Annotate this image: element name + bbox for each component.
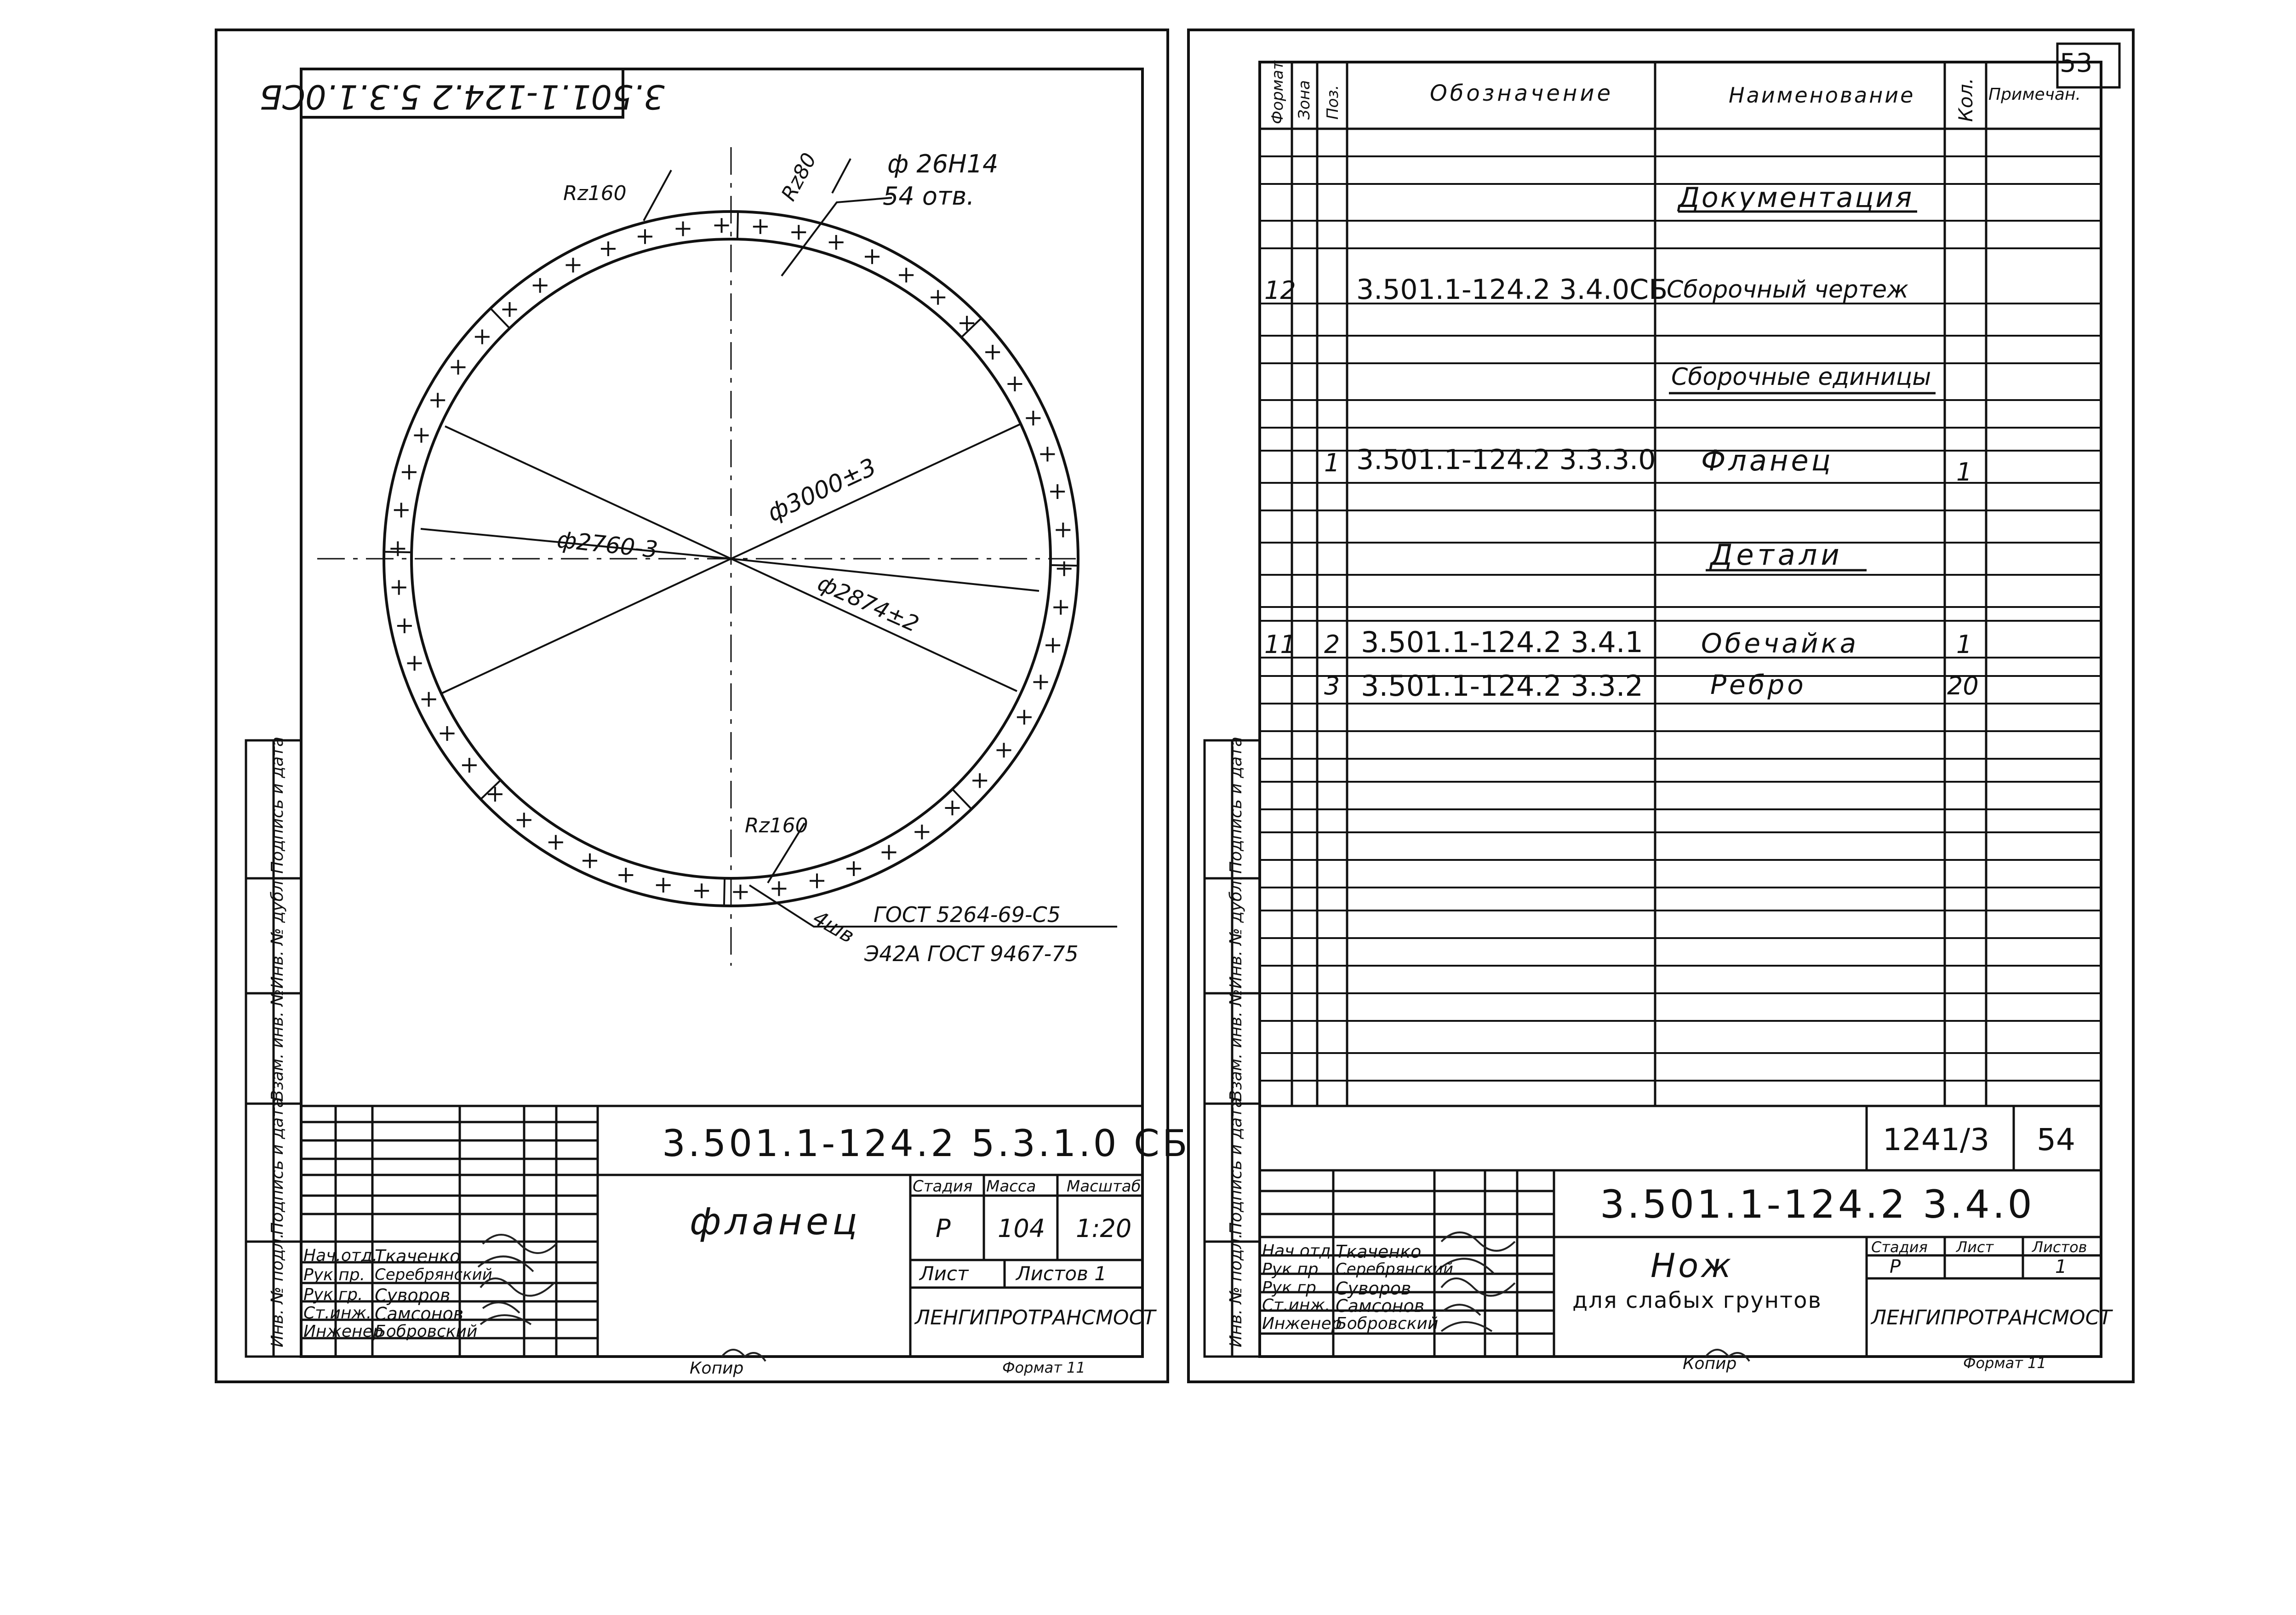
segment-joint — [961, 318, 981, 338]
row-name: Фланец — [1701, 444, 1833, 477]
segment-joint — [481, 780, 501, 800]
page-number: 53 — [2060, 48, 2093, 78]
person-role: Рук.гр. — [1262, 1278, 1322, 1297]
row-format: 12 — [1264, 276, 1296, 305]
dimension-texts — [556, 149, 1079, 966]
hole-diameter-label: ф 26Н14 — [887, 149, 999, 178]
right-title-subname: для слабых грунтов — [1572, 1288, 1822, 1313]
person-role: Ст.инж. — [303, 1304, 372, 1323]
right-sheet-label: Лист — [1956, 1238, 1994, 1256]
dia-inner-label: ф2760-3 — [555, 526, 659, 563]
weld-electrode-label: Э42А ГОСТ 9467-75 — [864, 941, 1079, 966]
row-designation: 3.501.1-124.2 3.3.3.0 — [1356, 444, 1656, 476]
segment-joint — [1051, 565, 1078, 566]
right-ref: 1241/3 — [1883, 1122, 1990, 1157]
side-label: Подпись и дата — [268, 736, 287, 874]
section-underlines — [1669, 212, 1936, 570]
signature-scribbles — [478, 1232, 1749, 1361]
person-name: Бобровский — [1336, 1314, 1439, 1333]
row-name: Обечайка — [1701, 628, 1859, 659]
dia-outer-label: ф3000±3 — [763, 453, 881, 527]
side-label: Инв. № подл. — [1227, 1233, 1245, 1347]
left-sheets-label: Листов 1 — [1016, 1262, 1107, 1285]
left-scale-label: Масштаб — [1067, 1177, 1141, 1196]
rotated-code: 3.501.1-124.2 5.3.1.0СБ — [259, 77, 665, 116]
header-qty: Кол. — [1954, 78, 1977, 122]
left-org: ЛЕНГИПРОТРАНСМОСТ — [915, 1306, 1156, 1329]
person-role: Рук.пр. — [303, 1266, 366, 1284]
side-label: Инв. № подл. — [268, 1233, 287, 1347]
row-pos: 1 — [1324, 448, 1340, 477]
right-title-name: Нож — [1651, 1246, 1734, 1285]
header-format: Формат — [1268, 61, 1287, 124]
row-name: Сборочный чертеж — [1667, 276, 1908, 304]
weld-mark-label: 4шв — [809, 906, 858, 948]
rz-bottom-label: Rz160 — [745, 814, 808, 837]
segment-joint — [724, 878, 725, 906]
side-label: Подпись и дата — [268, 1097, 287, 1235]
side-label: Подпись и дата — [1227, 736, 1245, 874]
dia-bolt-label: ф2874±2 — [814, 570, 923, 638]
weld-gost-label: ГОСТ 5264-69-С5 — [874, 902, 1061, 927]
leader-rz-left — [644, 170, 671, 221]
right-copy-label: Копир — [1683, 1354, 1737, 1373]
rz-left-label: Rz160 — [563, 182, 627, 205]
header-designation: Обозначение — [1430, 80, 1614, 106]
right-org: ЛЕНГИПРОТРАНСМОСТ — [1871, 1306, 2112, 1329]
rz-top-label: Rz80 — [777, 149, 822, 205]
segment-joint — [953, 789, 972, 809]
header-pos: Поз. — [1324, 85, 1342, 120]
row-pos: 3 — [1324, 671, 1340, 700]
row-qty: 1 — [1956, 630, 1972, 659]
right-sheets: 1 — [2055, 1256, 2067, 1277]
left-title-code: 3.501.1-124.2 5.3.1.0 СБ — [662, 1122, 1190, 1165]
row-format: 11 — [1264, 630, 1296, 659]
left-mass-label: Масса — [986, 1177, 1036, 1196]
row-name: Ребро — [1710, 669, 1806, 700]
row-designation: 3.501.1-124.2 3.3.2 — [1361, 669, 1643, 703]
left-stage-label: Стадия — [913, 1177, 973, 1196]
person-name: Ткаченко — [1336, 1242, 1422, 1262]
hole-count-label: 54 отв. — [883, 182, 975, 211]
leader-rz-top — [832, 159, 851, 193]
person-role: Нач.отд. — [1262, 1242, 1336, 1260]
side-label: Подпись и дата — [1227, 1097, 1245, 1235]
row-designation: 3.501.1-124.2 3.4.0СБ — [1356, 274, 1668, 306]
row-qty: 20 — [1947, 671, 1979, 700]
flange-drawing — [317, 147, 1117, 966]
person-role: Инженер — [303, 1322, 383, 1341]
person-role: Ст.инж. — [1262, 1296, 1331, 1315]
person-name: Суворов — [375, 1285, 451, 1306]
left-scale: 1:20 — [1076, 1214, 1132, 1243]
person-name: Самсонов — [375, 1304, 464, 1324]
left-format-label: Формат 11 — [1002, 1359, 1085, 1376]
side-label: Инв. № дубл. — [1227, 875, 1245, 989]
right-stage: Р — [1890, 1256, 1901, 1277]
left-sheet-label: Лист — [920, 1262, 969, 1285]
section-documentation: Документация — [1678, 182, 1914, 214]
person-name: Серебрянский — [1336, 1260, 1453, 1278]
person-name: Ткаченко — [375, 1246, 461, 1266]
right-title-code: 3.501.1-124.2 3.4.0 — [1600, 1182, 2035, 1227]
right-sheets-label: Листов — [2032, 1238, 2087, 1256]
right-sheet-border — [1188, 30, 2133, 1382]
row-pos: 2 — [1324, 630, 1340, 659]
side-label: Взам. инв. № — [268, 989, 287, 1101]
person-role: Инженер — [1262, 1314, 1342, 1333]
diameter-line-inner-right — [731, 559, 1039, 591]
right-stage-label: Стадия — [1871, 1238, 1928, 1256]
header-zone: Зона — [1295, 80, 1314, 120]
left-copy-label: Копир — [690, 1359, 744, 1378]
left-title-name: фланец — [690, 1200, 861, 1243]
header-note: Примечан. — [1988, 85, 2081, 104]
person-name: Суворов — [1336, 1278, 1411, 1299]
segment-joint — [737, 212, 738, 239]
row-designation: 3.501.1-124.2 3.4.1 — [1361, 625, 1643, 659]
section-details: Детали — [1710, 538, 1843, 572]
person-name: Бобровский — [375, 1322, 478, 1341]
right-format-label: Формат 11 — [1963, 1354, 2046, 1372]
person-role: Рук.пр. — [1262, 1260, 1324, 1279]
right-side-stamp-labels — [1227, 737, 1245, 1347]
right-drawing-frame — [1260, 62, 2101, 1357]
person-name: Серебрянский — [375, 1266, 492, 1284]
section-assemblies: Сборочные единицы — [1671, 363, 1931, 391]
person-name: Самсонов — [1336, 1296, 1425, 1316]
segment-joint — [491, 309, 510, 328]
row-qty: 1 — [1956, 458, 1972, 487]
left-stage: Р — [936, 1214, 951, 1243]
person-role: Нач.отд. — [303, 1246, 378, 1265]
header-name: Наименование — [1729, 83, 1915, 108]
left-side-stamp-labels — [268, 737, 287, 1347]
side-label: Инв. № дубл. — [268, 875, 287, 989]
side-label: Взам. инв. № — [1227, 989, 1245, 1101]
person-role: Рук.гр. — [303, 1285, 363, 1304]
left-mass: 104 — [998, 1214, 1045, 1243]
right-sheet-no: 54 — [2037, 1122, 2075, 1157]
